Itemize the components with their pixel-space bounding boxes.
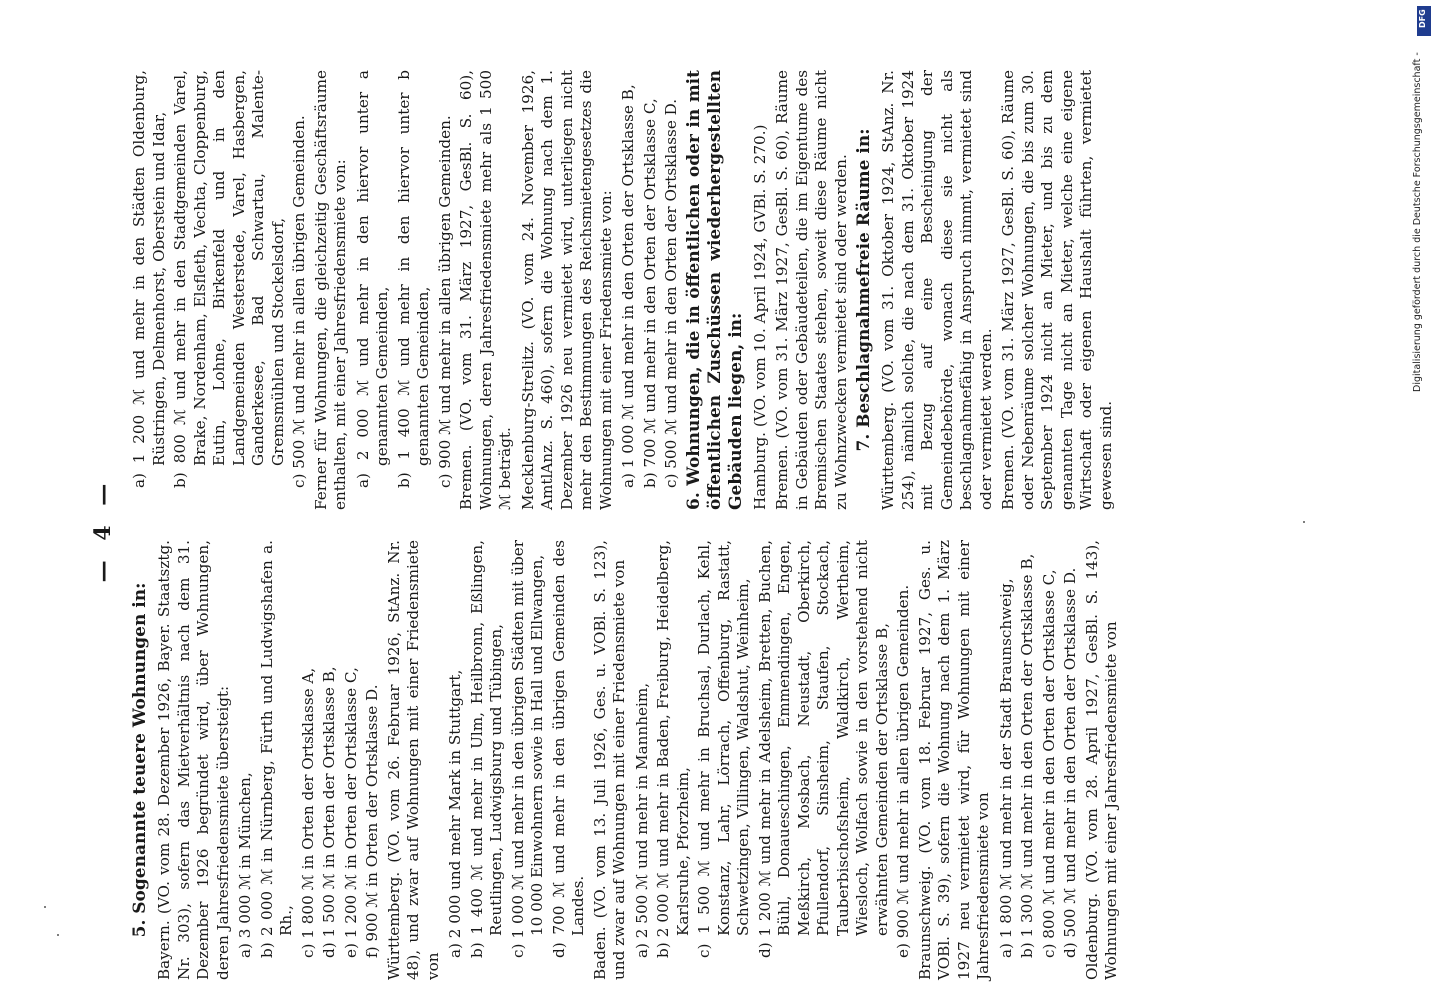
list-item: d) 500 ℳ und mehr in den Orten der Ortsklasse D.	[1061, 567, 1079, 958]
list-item: a) 1 200 ℳ und mehr in den Städten Oldenburg, Rüstringen, Delmenhorst, Oberstein und Idar,	[130, 70, 168, 488]
baden-list	[633, 540, 914, 958]
list-item: d) 1 200 ℳ und mehr in Adelsheim, Bretten, Buchen, Bühl, Donaueschingen, Emmendingen, Engen, Meßkirch, Mosbach, Neustadt, Oberkirch, Pfullendorf, Sinsheim, Staufen, Stockach, Tauberbischofsheim, Waldkirch, Wertheim, Wiesloch, Wolfach sowie in den vorstehend nicht erwähnten Gemeinden der Ortsklasse B,	[755, 540, 891, 958]
list-item: b) 2 000 ℳ und mehr in Baden, Freiburg, Heidelberg, Karlsruhe, Pforzheim,	[654, 540, 692, 958]
list-item: a) 3 000 ℳ in München,	[236, 772, 254, 958]
left-column	[130, 540, 1125, 980]
bremen-paragraph: Bremen. (VO. vom 31. März 1927, GesBl. S. 60), Wohnungen, deren Jahresfriedensmiete mehr als 1 500 ℳ beträgt.	[457, 70, 514, 510]
mecklenburg-paragraph: Mecklenburg-Strelitz. (VO. vom 24. November 1926, AmtlAnz. S. 460), sofern die Wohnung nach dem 1. Dezember 1926 neu vermietet wird, unterliegen nicht mehr den Bestimmungen des Reichsmietengesetzes die Wohnungen mit einer Friedensmiete von:	[518, 70, 615, 510]
list-item: b) 1 400 ℳ und mehr in Ulm, Heilbronn, Eßlingen, Reutlingen, Ludwigsburg und Tübingen,	[467, 540, 505, 958]
bayern-paragraph: Bayern. (VO. vom 28. Dezember 1926, Bayer. Staatsztg. Nr. 303), sofern das Mietverhältnis nach dem 31. Dezember 1926 begründet wird, über Wohnungen, deren Jahresfriedensmiete übersteigt:	[155, 540, 232, 980]
page-number: — 4 —	[90, 477, 116, 583]
bremen-exempt-paragraph: Bremen. (VO. vom 31. März 1927, GesBl. S. 60), Räume oder Nebenräume solcher Wohnungen, die bis zum 30. September 1924 nicht an Mieter, und bis zu dem genannten Tage nicht an Mieter, welche eine eigene Wirtschaft oder eigenen Haushalt führten, vermietet gewesen sind.	[999, 70, 1115, 510]
baden-paragraph: Baden. (VO. vom 13. Juli 1926, Ges. u. VOBl. S. 123), und zwar auf Wohnungen mit einer Friedensmiete von	[590, 540, 628, 980]
oldenburg-list	[130, 70, 310, 488]
list-item: c) 900 ℳ und mehr in allen übrigen Gemeinden.	[435, 115, 454, 488]
list-item: a) 2 000 ℳ und mehr in den hiervor unter a genannten Gemeinden,	[353, 70, 391, 488]
section-6-heading: 6. Wohnungen, die in öffentlichen oder in mit öffentlichen Zuschüssen wiederhergestellten Gebäuden liegen, in:	[683, 70, 746, 510]
list-item: d) 700 ℳ und mehr in den übrigen Gemeinden des Landes.	[549, 540, 587, 958]
list-item: e) 900 ℳ und mehr in allen übrigen Gemeinden.	[894, 584, 912, 958]
list-item: e) 1 200 ℳ in Orten der Ortsklasse C,	[341, 667, 360, 958]
braunschweig-paragraph: Braunschweig. (VO. vom 18. Februar 1927, Ges. u. VOBl. S. 39), sofern die Wohnung nach dem 1. März 1927 neu vermietet wird, für Wohnungen mit einer Jahresfriedensmiete von	[915, 540, 992, 980]
rotated-document-page	[90, 70, 1370, 980]
mecklenburg-list	[619, 70, 682, 488]
list-item: f) 900 ℳ in Orten der Ortsklasse D.	[363, 684, 381, 958]
hamburg-paragraph: Hamburg. (VO. vom 10. April 1924, GVBl. S. 270.)	[750, 124, 769, 510]
wuerttemberg-list	[446, 540, 589, 958]
list-item: a) 1 000 ℳ und mehr in den Orten der Ortsklasse B,	[619, 84, 637, 488]
list-item: b) 800 ℳ und mehr in den Stadtgemeinden Varel, Brake, Nordenham, Elsfleth, Vechta, Cloppenburg, Eutin, Lohne, Birkenfeld und in den Landgemeinden Westerstede, Varel, Hasbergen, Ganderkesee, Bad Schwartau, Malente-Gremsmühlen und Stockelsdorf,	[171, 70, 287, 488]
bayern-list	[236, 540, 383, 958]
scan-speck	[44, 906, 46, 908]
list-item: b) 1 400 ℳ und mehr in den hiervor unter b genannten Gemeinden,	[394, 70, 432, 488]
digitization-footer	[1408, 0, 1428, 1000]
section-5-heading: 5. Sogenannte teuere Wohnungen in:	[130, 582, 150, 938]
section-7-heading: 7. Beschlagnahmefreie Räume in:	[854, 128, 874, 452]
list-item: b) 700 ℳ und mehr in den Orten der Ortsklasse C,	[640, 98, 659, 488]
list-item: c) 500 ℳ und mehr in allen übrigen Gemeinden.	[290, 115, 308, 488]
digitization-note: Digitalisierung gefördert durch die Deutsche Forschungsgemeinschaft -	[1412, 52, 1423, 392]
list-item: c) 800 ℳ und mehr in den Orten der Ortsklasse C,	[1039, 569, 1058, 958]
list-item: c) 1 000 ℳ und mehr in den übrigen Städten mit über 10 000 Einwohnern sowie in Hall und Ellwangen,	[508, 540, 546, 958]
list-item: c) 1 500 ℳ und mehr in Bruchsal, Durlach, Kehl, Konstanz, Lahr, Lörrach, Offenburg, Rastatt, Schwetzingen, Villingen, Waldshut, Weinheim,	[695, 540, 752, 958]
list-item: a) 2 000 und mehr Mark in Stuttgart,	[446, 669, 464, 958]
oldenburg-ferner-paragraph: Ferner für Wohnungen, die gleichzeitig Geschäftsräume enthalten, mit einer Jahresfriedensmiete von:	[311, 70, 349, 510]
wuerttemberg-paragraph: Württemberg. (VO. vom 26. Februar 1926, StAnz. Nr. 48), und zwar auf Wohnungen mit einer Friedensmiete von	[384, 540, 442, 980]
dfg-logo-text: DFG	[1418, 9, 1427, 28]
braunschweig-list	[997, 540, 1081, 958]
list-item: a) 1 800 ℳ und mehr in der Stadt Braunschweig,	[996, 578, 1015, 958]
list-item: b) 2 000 ℳ in Nürnberg, Fürth und Ludwigshafen a. Rh.,	[257, 540, 295, 958]
wuerttemberg-exempt-paragraph: Württemberg. (VO. vom 31. Oktober 1924, StAnz. Nr. 254), nämlich solche, die nach dem 31. Oktober 1924 mit Bezug auf eine Bescheinigung der Gemeindebehörde, wonach diese sie nicht als beschlagnahmefähig in Anspruch nimmt, vermietet sind oder vermietet werden.	[879, 70, 995, 510]
list-item: b) 1 300 ℳ und mehr in den Orten der Ortsklasse B,	[1018, 553, 1036, 958]
oldenburg-paragraph: Oldenburg. (VO. vom 28. April 1927, GesBl. S. 143), Wohnungen mit einer Jahresfriedensmiete von	[1082, 540, 1120, 980]
dfg-logo	[1417, 6, 1431, 36]
scan-speck	[57, 934, 59, 936]
bremen-public-buildings-paragraph: Bremen. (VO. vom 31. März 1927, GesBl. S. 60), Räume in Gebäuden oder Gebäudeteilen, die im Eigentume des Bremischen Staates stehen, soweit diese Räume nicht zu Wohnzwecken vermietet sind oder werden.	[773, 70, 850, 510]
list-item: c) 500 ℳ und mehr in den Orten der Ortsklasse D.	[662, 98, 680, 488]
list-item: c) 1 800 ℳ in Orten der Ortsklasse A,	[298, 667, 317, 958]
scan-speck	[1303, 521, 1305, 523]
list-item: d) 1 500 ℳ in Orten der Ortsklasse B,	[320, 666, 338, 958]
list-item: a) 2 500 ℳ und mehr in Mannheim,	[632, 682, 651, 958]
oldenburg-ferner-list	[354, 70, 456, 488]
right-column	[130, 70, 1119, 510]
